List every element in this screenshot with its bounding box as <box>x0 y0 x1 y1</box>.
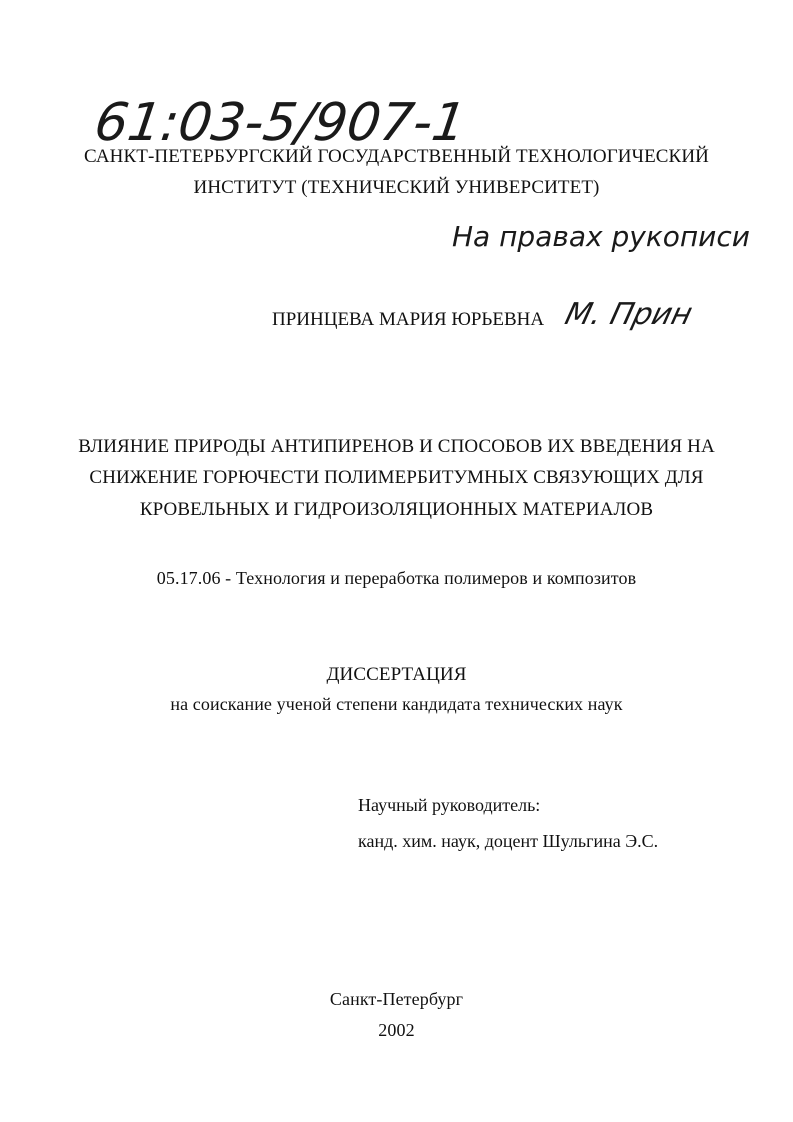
city: Санкт-Петербург <box>329 989 464 1009</box>
title-line-1: ВЛИЯНИЕ ПРИРОДЫ АНТИПИРЕНОВ И СПОСОБОВ ИХ ВВЕДЕНИЯ НА <box>78 436 715 457</box>
specialty-code: 05.17.06 - Технология и переработка полимеров и композитов <box>156 568 637 588</box>
title-line-2: СНИЖЕНИЕ ГОРЮЧЕСТИ ПОЛИМЕРБИТУМНЫХ СВЯЗУЮЩИХ ДЛЯ <box>89 467 704 488</box>
year: 2002 <box>378 1020 415 1040</box>
supervisor-name: канд. хим. наук, доцент Шульгина Э.С. <box>358 831 659 851</box>
rights-note-text: На правах рукописи <box>452 220 750 253</box>
degree-line: на соискание ученой степени кандидата технических наук <box>170 694 623 714</box>
institution-line-1: САНКТ-ПЕТЕРБУРГСКИЙ ГОСУДАРСТВЕННЫЙ ТЕХНОЛОГИЧЕСКИЙ <box>84 146 709 167</box>
supervisor-label: Научный руководитель: <box>358 795 541 815</box>
author-name: ПРИНЦЕВА МАРИЯ ЮРЬЕВНА <box>272 309 545 330</box>
registration-number-text: 61:03-5/907-1 <box>90 93 470 153</box>
title-line-3: КРОВЕЛЬНЫХ И ГИДРОИЗОЛЯЦИОННЫХ МАТЕРИАЛОВ <box>139 499 654 520</box>
work-type: ДИССЕРТАЦИЯ <box>326 664 467 685</box>
handwritten-rights-note <box>452 212 752 262</box>
signature-text: М. Прин <box>561 297 696 332</box>
author-signature <box>561 290 712 340</box>
institution-line-2: ИНСТИТУТ (ТЕХНИЧЕСКИЙ УНИВЕРСИТЕТ) <box>193 177 600 198</box>
